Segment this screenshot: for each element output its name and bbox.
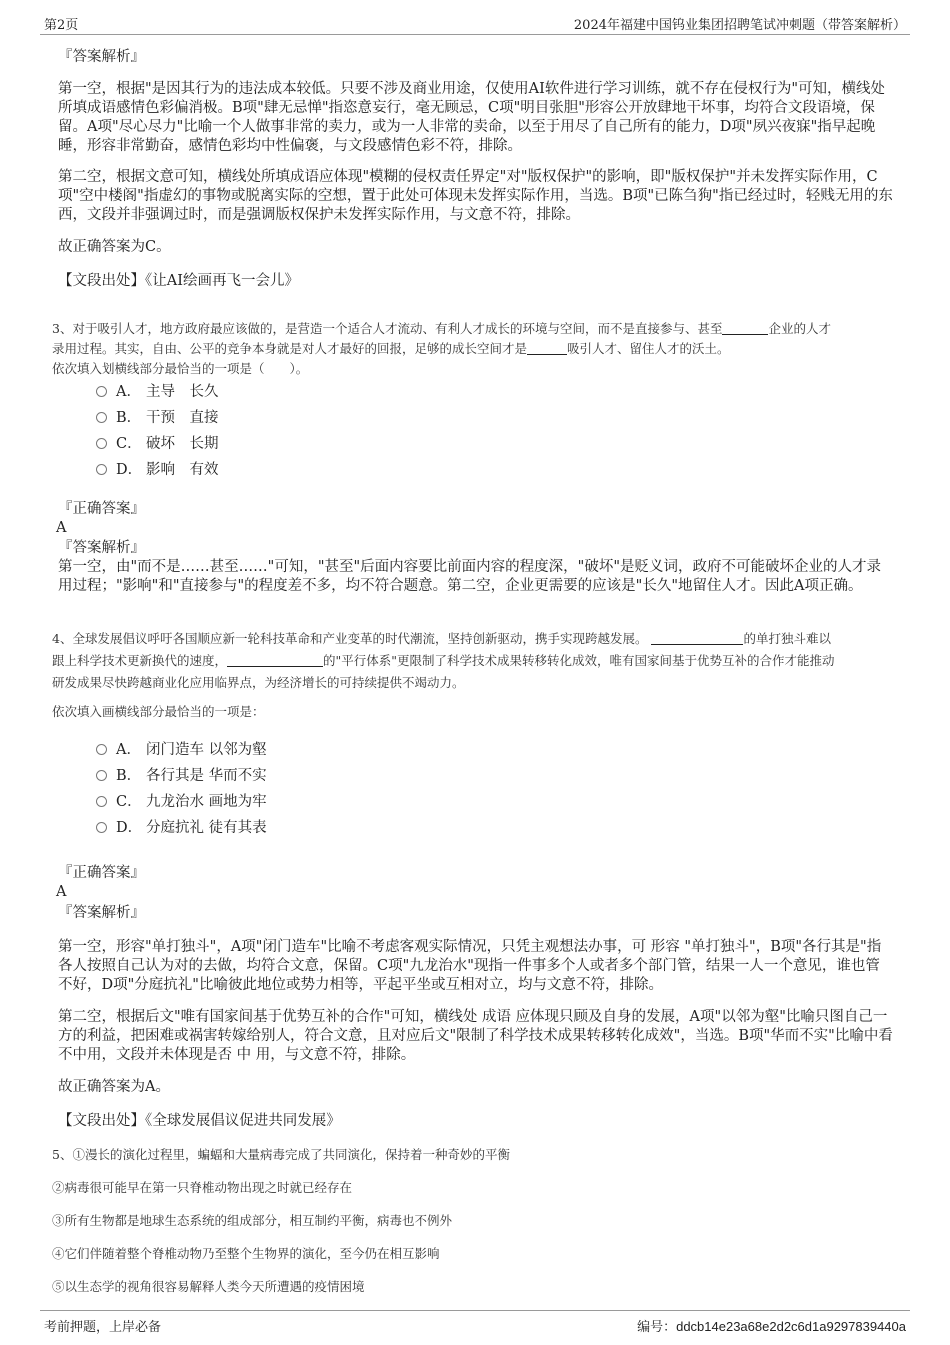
q3-analysis-heading: 『答案解析』 xyxy=(58,540,145,556)
option-text: 各行其是 华而不实 xyxy=(146,768,267,784)
option-text: 九龙治水 画地为牢 xyxy=(146,794,267,810)
q5-sentence-4: ④它们伴随着整个脊椎动物乃至整个生物界的演化，至今仍在相互影响 xyxy=(52,1246,440,1261)
radio-icon[interactable] xyxy=(96,796,107,807)
option-label: B． xyxy=(116,410,142,426)
option-text: 干预 直接 xyxy=(146,410,219,426)
q2-analysis-heading: 『答案解析』 xyxy=(58,49,145,65)
option-label: C． xyxy=(116,436,142,452)
blank-line xyxy=(651,631,743,645)
radio-icon[interactable] xyxy=(96,744,107,755)
q3-analysis: 第一空，由"而不是……甚至……"可知，"甚至"后面内容要比前面内容的程度深，"破坏"是贬义词，政府不可能破坏企业的人才录用过程；"影响"和"直接参与"的程度差不多，均不符合题意。第二空，企业更需要的应该是"长久"地留住人才。因此A项正确。 xyxy=(58,559,882,594)
option-text: 闭门造车 以邻为壑 xyxy=(146,742,267,758)
option-label: A． xyxy=(116,384,141,400)
q3-stem-part: 录用过程。其实，自由、公平的竞争本身就是对人才最好的回报，足够的成长空间才是 xyxy=(52,341,528,356)
q5-sentence-2: ②病毒很可能早在第一只脊椎动物出现之时就已经存在 xyxy=(52,1180,353,1195)
option-text: 破坏 长期 xyxy=(146,436,219,452)
q3-instruction: 依次填入划横线部分最恰当的一项是（ ）。 xyxy=(52,361,309,376)
q4-option-a[interactable] xyxy=(96,740,267,760)
q4-stem-part: 跟上科学技术更新换代的速度， xyxy=(52,653,228,668)
q2-conclusion: 故正确答案为C。 xyxy=(58,239,171,255)
q4-stem-part: 4、全球发展倡议呼吁各国顺应新一轮科技革命和产业变革的时代潮流，坚持创新驱动，携手实现跨越发展。 xyxy=(52,631,648,646)
q3-option-a[interactable] xyxy=(96,382,219,402)
q3-option-c[interactable] xyxy=(96,434,219,454)
q3-stem-part: 吸引人才、留住人才的沃土。 xyxy=(567,341,730,356)
q3-stem xyxy=(52,319,898,379)
blank-line xyxy=(227,653,323,667)
q4-answer-heading: 『正确答案』 xyxy=(58,865,145,881)
option-label: D． xyxy=(116,462,143,478)
option-text: 分庭抗礼 徒有其表 xyxy=(146,820,267,836)
q2-source: 【文段出处】《让AI绘画再飞一会儿》 xyxy=(58,273,299,289)
document-title: 2024年福建中国钨业集团招聘笔试冲刺题（带答案解析） xyxy=(573,18,906,33)
radio-icon[interactable] xyxy=(96,822,107,833)
option-text: 主导 长久 xyxy=(146,384,219,400)
q3-option-d[interactable] xyxy=(96,460,219,480)
q3-stem-part: 3、对于吸引人才，地方政府最应该做的，是营造一个适合人才流动、有利人才成长的环境与空间，而不是直接参与、甚至 xyxy=(52,321,723,336)
footer-slogan: 考前押题，上岸必备 xyxy=(44,1320,162,1335)
q3-stem-part: 企业的人才 xyxy=(768,321,831,336)
option-label: D． xyxy=(116,820,143,836)
q4-option-d[interactable] xyxy=(96,818,267,838)
page-number: 第2页 xyxy=(44,18,79,33)
radio-icon[interactable] xyxy=(96,386,107,397)
q2-analysis-paragraph-1: 第一空，根据"是因其行为的违法成本较低。只要不涉及商业用途，仅使用AI软件进行学习训练，就不存在侵权行为"可知，横线处所填成语感情色彩偏消极。B项"肆无忌惮"指恣意妄行，毫无顾忌，C项"明目张胆"形容公开放肆地干坏事，均符合文段语境，保留。A项"尽心尽力"比喻一个人做事非常的卖力，或为一人非常的卖命，以至于用尽了自己所有的能力，D项"夙兴夜寐"指早起晚睡，形容非常勤奋，感情色彩均中性偏褒，与文段感情色彩不符，排除。 xyxy=(58,81,886,154)
q3-answer: A xyxy=(56,520,67,536)
page-header xyxy=(40,12,910,35)
blank-line xyxy=(722,321,768,335)
q4-stem-part: 研发成果尽快跨越商业化应用临界点，为经济增长的可持续提供不竭动力。 xyxy=(52,675,465,690)
q4-stem-part: 的"平行体系"更限制了科学技术成果转移转化成效，唯有国家间基于优势互补的合作才能推动 xyxy=(323,653,835,668)
option-text: 影响 有效 xyxy=(146,462,219,478)
q4-stem xyxy=(52,628,898,694)
q4-analysis-heading: 『答案解析』 xyxy=(58,905,145,921)
radio-icon[interactable] xyxy=(96,438,107,449)
option-label: A． xyxy=(116,742,141,758)
page-footer xyxy=(40,1310,910,1335)
q4-analysis-paragraph-2: 第二空，根据后文"唯有国家间基于优势互补的合作"可知，横线处 成语 应体现只顾及自身的发展，A项"以邻为壑"比喻只图自己一方的利益，把困难或祸害转嫁给别人，符合文意，且对应后文"限制了科学技术成果转移转化成效"，当选。B项"华而不实"比喻中看不中用，文段并未体现是否 中 用，与文意不符，排除。 xyxy=(58,1009,893,1063)
q2-analysis-paragraph-2: 第二空，根据文意可知，横线处所填成语应体现"模糊的侵权责任界定"对"版权保护"的影响，即"版权保护"并未发挥实际作用，C项"空中楼阁"指虚幻的事物或脱离实际的空想，置于此处可体现未发挥实际作用，当选。B项"已陈刍狗"指已经过时，轻贱无用的东西，文段并非强调过时，而是强调版权保护未发挥实际作用，与文意不符，排除。 xyxy=(58,169,893,223)
q4-conclusion: 故正确答案为A。 xyxy=(58,1079,170,1095)
q4-stem-part: 的单打独斗难以 xyxy=(743,631,831,646)
q3-answer-heading: 『正确答案』 xyxy=(58,501,145,517)
q4-answer: A xyxy=(56,884,67,900)
q4-source: 【文段出处】《全球发展倡议促进共同发展》 xyxy=(58,1113,341,1129)
code-value: ddcb14e23a68e2d2c6d1a9297839440a xyxy=(676,1319,906,1334)
q5-sentence-1: 5、①漫长的演化过程里，蝙蝠和大量病毒完成了共同演化，保持着一种奇妙的平衡 xyxy=(52,1147,510,1162)
q3-option-b[interactable] xyxy=(96,408,219,428)
code-label: 编号： xyxy=(637,1320,677,1335)
q4-option-c[interactable] xyxy=(96,792,267,812)
radio-icon[interactable] xyxy=(96,770,107,781)
q5-sentence-5: ⑤以生态学的视角很容易解释人类今天所遭遇的疫情困境 xyxy=(52,1279,365,1294)
option-label: C． xyxy=(116,794,142,810)
q5-sentence-3: ③所有生物都是地球生态系统的组成部分，相互制约平衡，病毒也不例外 xyxy=(52,1213,453,1228)
blank-line xyxy=(527,341,567,355)
q4-instruction: 依次填入画横线部分最恰当的一项是： xyxy=(52,704,265,719)
q4-option-b[interactable] xyxy=(96,766,267,786)
option-label: B． xyxy=(116,768,142,784)
document-code xyxy=(637,1316,906,1335)
radio-icon[interactable] xyxy=(96,412,107,423)
q4-analysis-paragraph-1: 第一空，形容"单打独斗"，A项"闭门造车"比喻不考虑客观实际情况，只凭主观想法办事，可 形容 "单打独斗"，B项"各行其是"指各人按照自己认为对的去做，均符合文意，保留。C项"九龙治水"现指一件事多个人或者多个部门管，结果一人一个意见，谁也管不好，D项"分庭抗礼"比喻彼此地位或势力相等，平起平坐或互相对立，均与文意不符，排除。 xyxy=(58,939,882,993)
radio-icon[interactable] xyxy=(96,464,107,475)
